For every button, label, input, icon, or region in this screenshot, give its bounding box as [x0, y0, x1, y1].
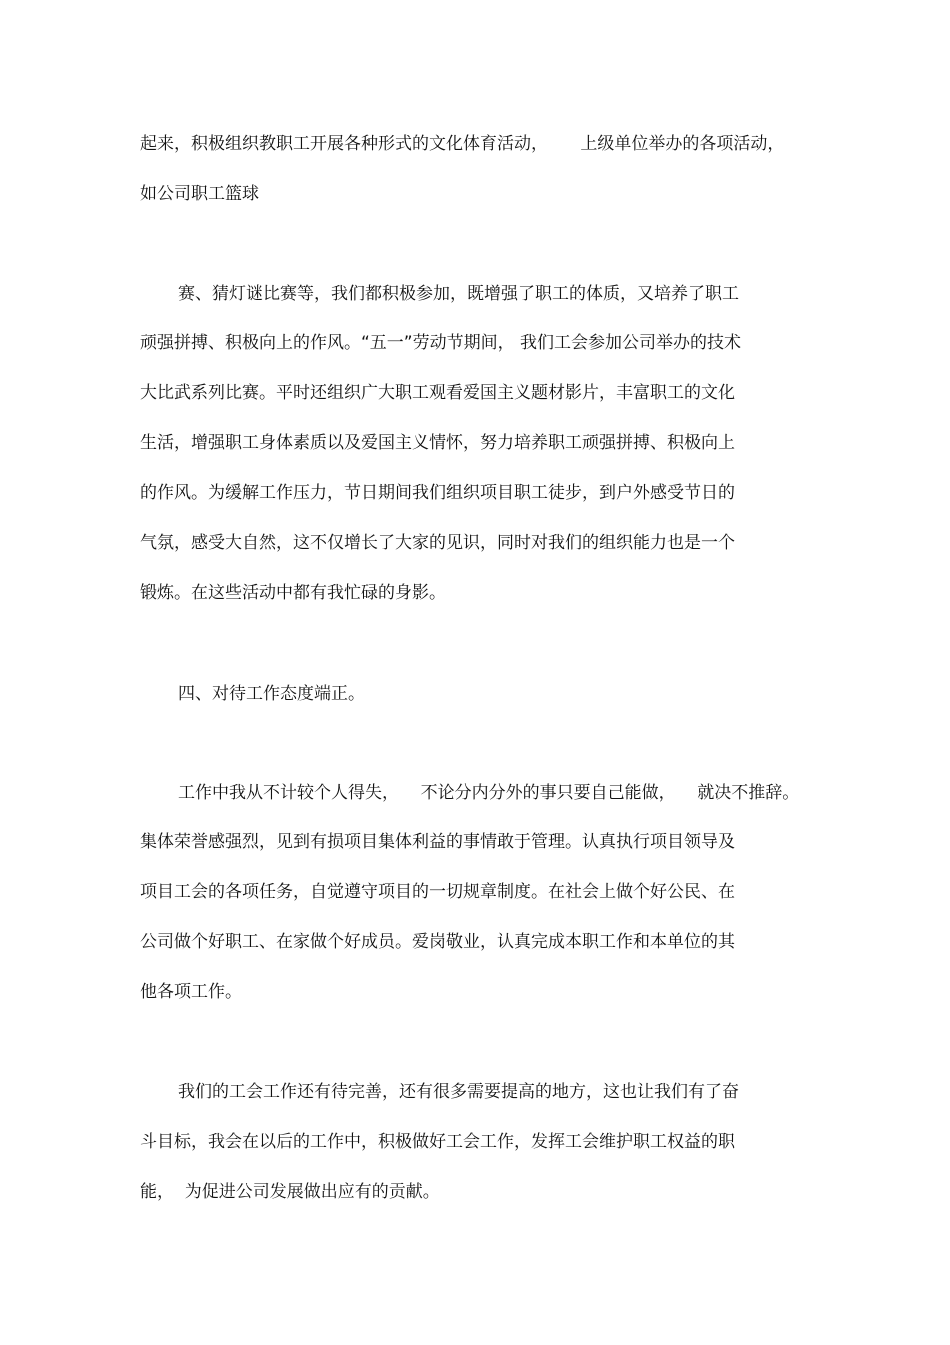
paragraph-1-line-1: 起来，积极组织教职工开展各种形式的文化体育活动， 上级单位举办的各项活动， [140, 134, 785, 154]
paragraph-3-line-1: 工作中我从不计较个人得失， 不论分内分外的事只要自己能做， 就决不推辞。 [178, 783, 800, 803]
paragraph-3-line-3: 项目工会的各项任务，自觉遵守项目的一切规章制度。在社会上做个好公民、在 [140, 882, 735, 902]
paragraph-2-line-2: 顽强拼搏、积极向上的作风。“五一”劳动节期间， 我们工会参加公司举办的技术 [140, 333, 742, 353]
paragraph-2-line-5: 的作风。为缓解工作压力，节日期间我们组织项目职工徒步，到户外感受节日的 [140, 483, 735, 503]
paragraph-2-line-1: 赛、猜灯谜比赛等，我们都积极参加，既增强了职工的体质，又培养了职工 [178, 284, 739, 304]
paragraph-3-line-5: 他各项工作。 [140, 982, 242, 1002]
paragraph-2-line-7: 锻炼。在这些活动中都有我忙碌的身影。 [140, 583, 446, 603]
paragraph-4-line-2: 斗目标，我会在以后的工作中，积极做好工会工作，发挥工会维护职工权益的职 [140, 1132, 735, 1152]
paragraph-2-line-6: 气氛，感受大自然，这不仅增长了大家的见识，同时对我们的组织能力也是一个 [140, 533, 735, 553]
section-heading-4: 四、对待工作态度端正。 [178, 684, 365, 704]
paragraph-3-line-2: 集体荣誉感强烈，见到有损项目集体利益的事情敢于管理。认真执行项目领导及 [140, 832, 735, 852]
paragraph-3-line-4: 公司做个好职工、在家做个好成员。爱岗敬业，认真完成本职工作和本单位的其 [140, 932, 735, 952]
paragraph-2-line-3: 大比武系列比赛。平时还组织广大职工观看爱国主义题材影片，丰富职工的文化 [140, 383, 735, 403]
paragraph-2-line-4: 生活，增强职工身体素质以及爱国主义情怀，努力培养职工顽强拼搏、积极向上 [140, 433, 735, 453]
paragraph-1-line-2: 如公司职工篮球 [140, 184, 259, 204]
paragraph-4-line-1: 我们的工会工作还有待完善，还有很多需要提高的地方，这也让我们有了奋 [178, 1082, 739, 1102]
paragraph-4-line-3: 能， 为促进公司发展做出应有的贡献。 [140, 1182, 440, 1202]
